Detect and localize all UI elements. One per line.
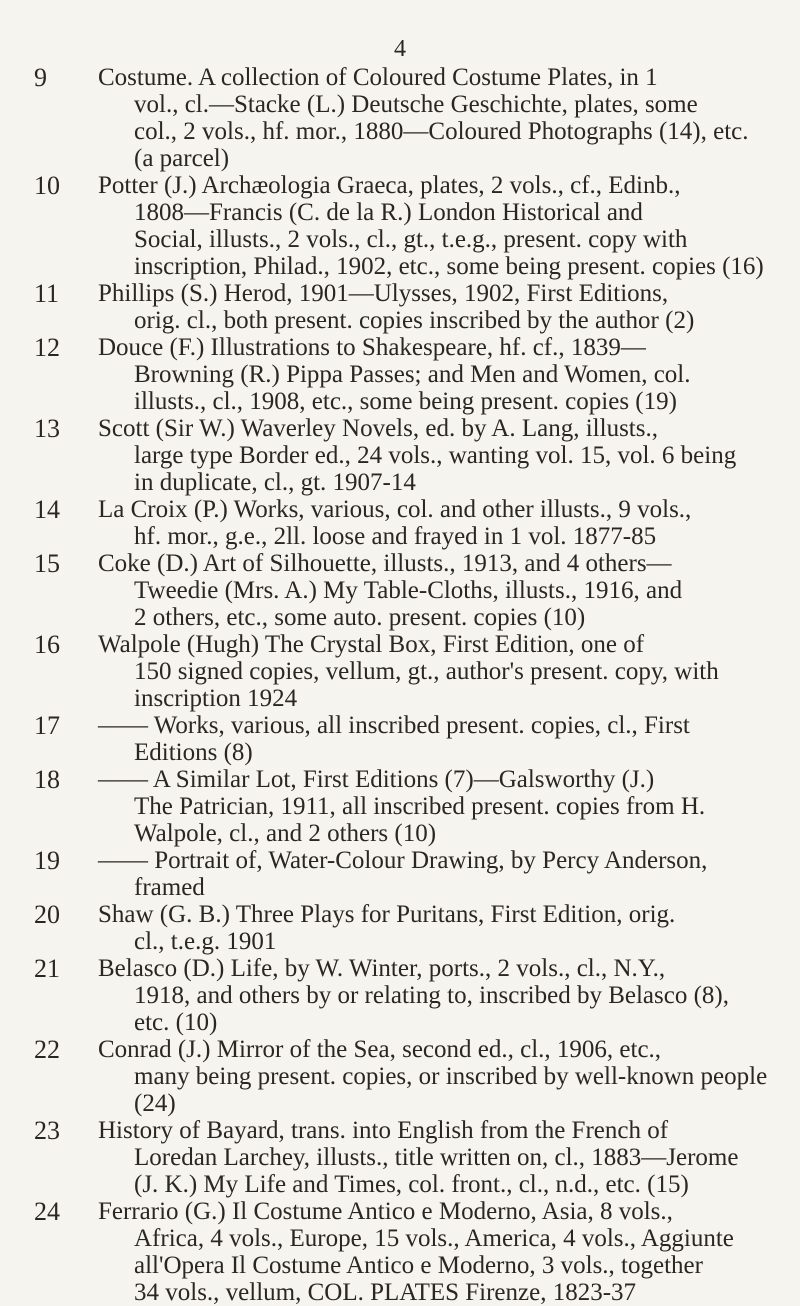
lot-number: 18 (34, 765, 60, 794)
lot-number: 24 (34, 1197, 60, 1226)
lot-entry (0, 901, 800, 955)
lot-description (98, 1117, 778, 1198)
lot-line: The Patrician, 1911, all inscribed present. copies from H. (134, 793, 706, 820)
lot-number: 19 (34, 846, 60, 875)
lot-line: History of Bayard, trans. into English from the French of (98, 1117, 669, 1144)
lot-line: (J. K.) My Life and Times, col. front., cl., n.d., etc. (15) (134, 1171, 689, 1198)
lot-description (98, 334, 778, 415)
lot-entry (0, 712, 800, 766)
lot-line: 1918, and others by or relating to, inscribed by Belasco (8), (134, 982, 729, 1009)
lot-line: (24) (134, 1090, 176, 1117)
lot-description (98, 631, 778, 712)
lot-line: Costume. A collection of Coloured Costume Plates, in 1 (98, 64, 658, 91)
lot-description (98, 1198, 778, 1306)
lot-line: Potter (J.) Archæologia Graeca, plates, 2 vols., cf., Edinb., (98, 172, 681, 199)
lot-line: Conrad (J.) Mirror of the Sea, second ed., cl., 1906, etc., (98, 1036, 662, 1063)
lot-entry (0, 550, 800, 631)
lot-line: illusts., cl., 1908, etc., some being present. copies (19) (134, 388, 677, 415)
lot-entry (0, 955, 800, 1036)
lot-list (0, 64, 800, 1306)
lot-entry (0, 496, 800, 550)
lot-number: 15 (34, 549, 60, 578)
lot-line: 34 vols., vellum, COL. PLATES Firenze, 1823-37 (134, 1279, 637, 1306)
lot-entry (0, 631, 800, 712)
lot-line: Africa, 4 vols., Europe, 15 vols., America, 4 vols., Aggiunte (134, 1225, 734, 1252)
lot-line: large type Border ed., 24 vols., wanting vol. 15, vol. 6 being (134, 442, 737, 469)
lot-line: Walpole (Hugh) The Crystal Box, First Edition, one of (98, 631, 645, 658)
lot-number: 17 (34, 711, 60, 740)
lot-description (98, 901, 778, 955)
lot-line: inscription, Philad., 1902, etc., some being present. copies (16) (134, 253, 764, 280)
lot-line: Shaw (G. B.) Three Plays for Puritans, First Edition, orig. (98, 901, 676, 928)
lot-line: orig. cl., both present. copies inscribed by the author (2) (134, 307, 695, 334)
lot-number: 20 (34, 900, 60, 929)
lot-entry (0, 334, 800, 415)
lot-description (98, 280, 778, 334)
lot-description (98, 415, 778, 496)
lot-line: Social, illusts., 2 vols., cl., gt., t.e.g., present. copy with (134, 226, 688, 253)
lot-number: 21 (34, 954, 60, 983)
lot-number: 9 (34, 63, 47, 92)
lot-number: 13 (34, 414, 60, 443)
lot-number: 11 (34, 279, 60, 308)
lot-line: vol., cl.—Stacke (L.) Deutsche Geschichte, plates, some (134, 91, 698, 118)
lot-line: framed (134, 874, 205, 901)
lot-line: 150 signed copies, vellum, gt., author's present. copy, with (134, 658, 719, 685)
lot-description (98, 712, 778, 766)
lot-description (98, 847, 778, 901)
lot-line: Browning (R.) Pippa Passes; and Men and Women, col. (134, 361, 691, 388)
lot-line: 1808—Francis (C. de la R.) London Historical and (134, 199, 643, 226)
lot-number: 16 (34, 630, 60, 659)
lot-line: Douce (F.) Illustrations to Shakespeare, hf. cf., 1839— (98, 334, 646, 361)
lot-entry (0, 847, 800, 901)
lot-line: —— Portrait of, Water-Colour Drawing, by Percy Anderson, (98, 847, 708, 874)
lot-line: hf. mor., g.e., 2ll. loose and frayed in 1 vol. 1877-85 (134, 523, 657, 550)
lot-line: Ferrario (G.) Il Costume Antico e Moderno, Asia, 8 vols., (98, 1198, 673, 1225)
lot-line: Loredan Larchey, illusts., title written on, cl., 1883—Jerome (134, 1144, 739, 1171)
lot-entry (0, 280, 800, 334)
lot-line: —— Works, various, all inscribed present. copies, cl., First (98, 712, 690, 739)
lot-line: Walpole, cl., and 2 others (10) (134, 820, 437, 847)
lot-entry (0, 1117, 800, 1198)
lot-line: cl., t.e.g. 1901 (134, 928, 277, 955)
lot-line: many being present. copies, or inscribed by well-known people (134, 1063, 768, 1090)
lot-number: 12 (34, 333, 60, 362)
lot-line: La Croix (P.) Works, various, col. and other illusts., 9 vols., (98, 496, 692, 523)
lot-line: inscription 1924 (134, 685, 298, 712)
lot-number: 23 (34, 1116, 60, 1145)
lot-description (98, 766, 778, 847)
lot-number: 10 (34, 171, 60, 200)
lot-description (98, 1036, 778, 1117)
lot-entry (0, 64, 800, 172)
lot-line: Phillips (S.) Herod, 1901—Ulysses, 1902, First Editions, (98, 280, 669, 307)
lot-line: Coke (D.) Art of Silhouette, illusts., 1913, and 4 others— (98, 550, 672, 577)
lot-line: (a parcel) (134, 145, 230, 172)
lot-line: all'Opera Il Costume Antico e Moderno, 3 vols., together (134, 1252, 703, 1279)
lot-line: Editions (8) (134, 739, 253, 766)
lot-description (98, 64, 778, 172)
lot-line: Belasco (D.) Life, by W. Winter, ports., 2 vols., cl., N.Y., (98, 955, 666, 982)
lot-line: in duplicate, cl., gt. 1907-14 (134, 469, 416, 496)
lot-entry (0, 415, 800, 496)
lot-number: 22 (34, 1035, 60, 1064)
lot-line: etc. (10) (134, 1009, 218, 1036)
page-number: 4 (394, 36, 406, 62)
lot-description (98, 496, 778, 550)
lot-description (98, 550, 778, 631)
lot-entry (0, 1198, 800, 1306)
lot-line: Tweedie (Mrs. A.) My Table-Cloths, illusts., 1916, and (134, 577, 683, 604)
lot-entry (0, 172, 800, 280)
lot-line: col., 2 vols., hf. mor., 1880—Coloured Photographs (14), etc. (134, 118, 749, 145)
lot-number: 14 (34, 495, 60, 524)
lot-line: Scott (Sir W.) Waverley Novels, ed. by A. Lang, illusts., (98, 415, 658, 442)
lot-description (98, 955, 778, 1036)
lot-line: 2 others, etc., some auto. present. copies (10) (134, 604, 586, 631)
lot-description (98, 172, 778, 280)
lot-entry (0, 766, 800, 847)
lot-entry (0, 1036, 800, 1117)
lot-line: —— A Similar Lot, First Editions (7)—Galsworthy (J.) (98, 766, 655, 793)
